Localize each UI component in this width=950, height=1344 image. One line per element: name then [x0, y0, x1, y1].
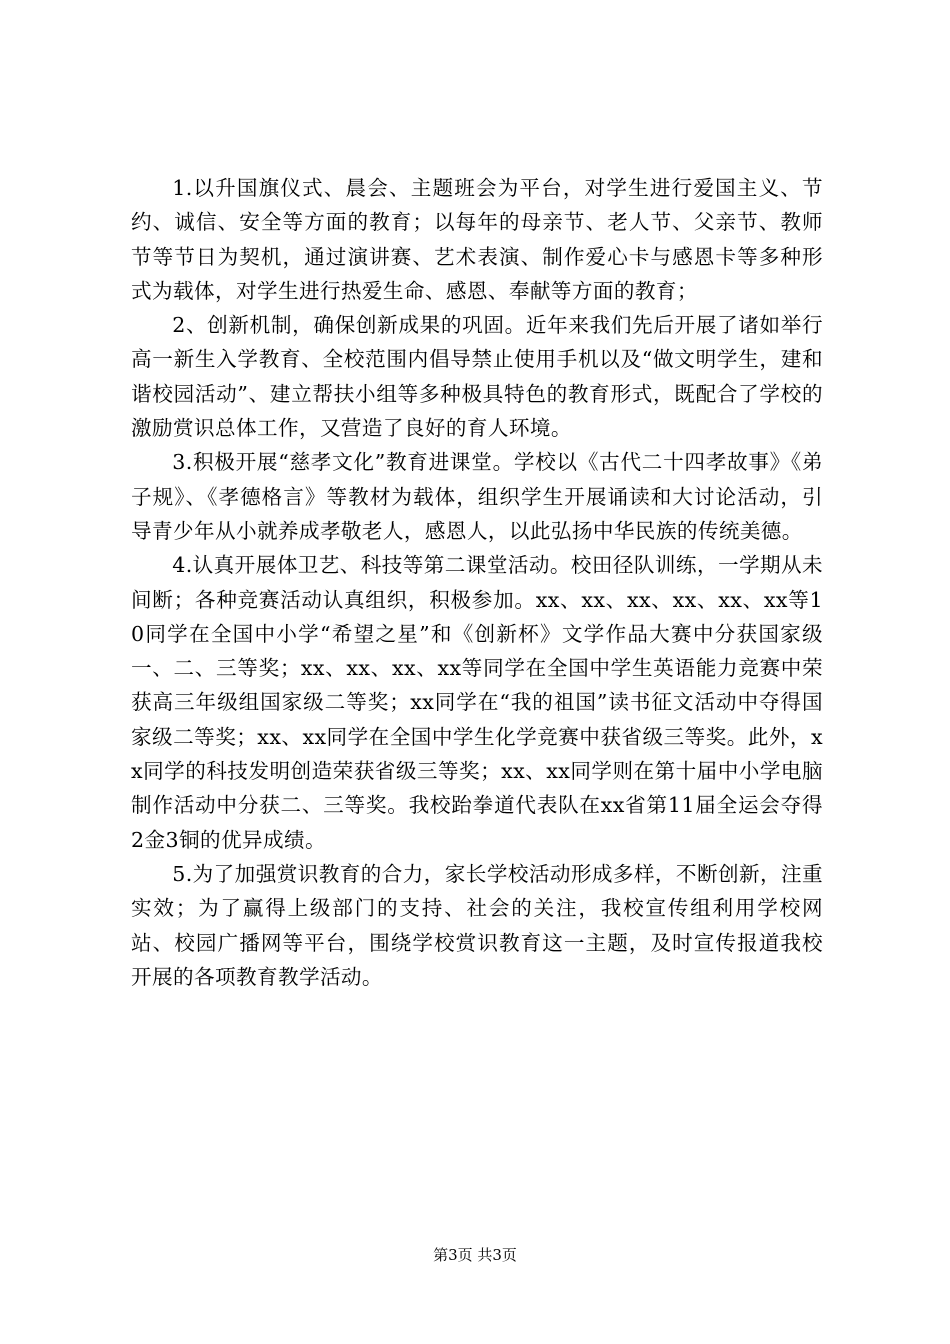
paragraph-3: 3.积极开展“慈孝文化”教育进课堂。学校以《古代二十四孝故事》《弟子规》、《孝德格言》等教材为载体，组织学生开展诵读和大讨论活动，引导青少年从小就养成孝敬老人，感恩人，以此弘扬中华民族的传统美德。: [131, 450, 823, 543]
document-body: [131, 171, 823, 994]
paragraph-4: 4.认真开展体卫艺、科技等第二课堂活动。校田径队训练，一学期从未间断；各种竞赛活动认真组织，积极参加。xx、xx、xx、xx、xx、xx等10同学在全国中小学“希望之星”和《创新杯》文学作品大赛中分获国家级一、二、三等奖；xx、xx、xx、xx等同学在全国中学生英语能力竞赛中荣获高三年级组国家级二等奖；xx同学在“我的祖国”读书征文活动中夺得国家级二等奖；xx、xx同学在全国中学生化学竞赛中获省级三等奖。此外，xx同学的科技发明创造荣获省级三等奖；xx、xx同学则在第十届中小学电脑制作活动中分获二、三等奖。我校跆拳道代表队在xx省第11届全运会夺得2金3铜的优异成绩。: [131, 553, 823, 852]
paragraph-1: 1.以升国旗仪式、晨会、主题班会为平台，对学生进行爱国主义、节约、诚信、安全等方面的教育；以每年的母亲节、老人节、父亲节、教师节等节日为契机，通过演讲赛、艺术表演、制作爱心卡与感恩卡等多种形式为载体，对学生进行热爱生命、感恩、奉献等方面的教育；: [131, 176, 823, 303]
paragraph-5: 5.为了加强赏识教育的合力，家长学校活动形成多样，不断创新，注重实效；为了赢得上级部门的支持、社会的关注，我校宣传组利用学校网站、校园广播网等平台，围绕学校赏识教育这一主题，及时宣传报道我校开展的各项教育教学活动。: [131, 861, 823, 989]
page-number-footer: 第3页 共3页: [433, 1246, 517, 1264]
paragraph-2: 2、创新机制，确保创新成果的巩固。近年来我们先后开展了诸如举行高一新生入学教育、全校范围内倡导禁止使用手机以及“做文明学生，建和谐校园活动”、建立帮扶小组等多种极具特色的教育形式，既配合了学校的激励赏识总体工作，又营造了良好的育人环境。: [131, 313, 823, 441]
